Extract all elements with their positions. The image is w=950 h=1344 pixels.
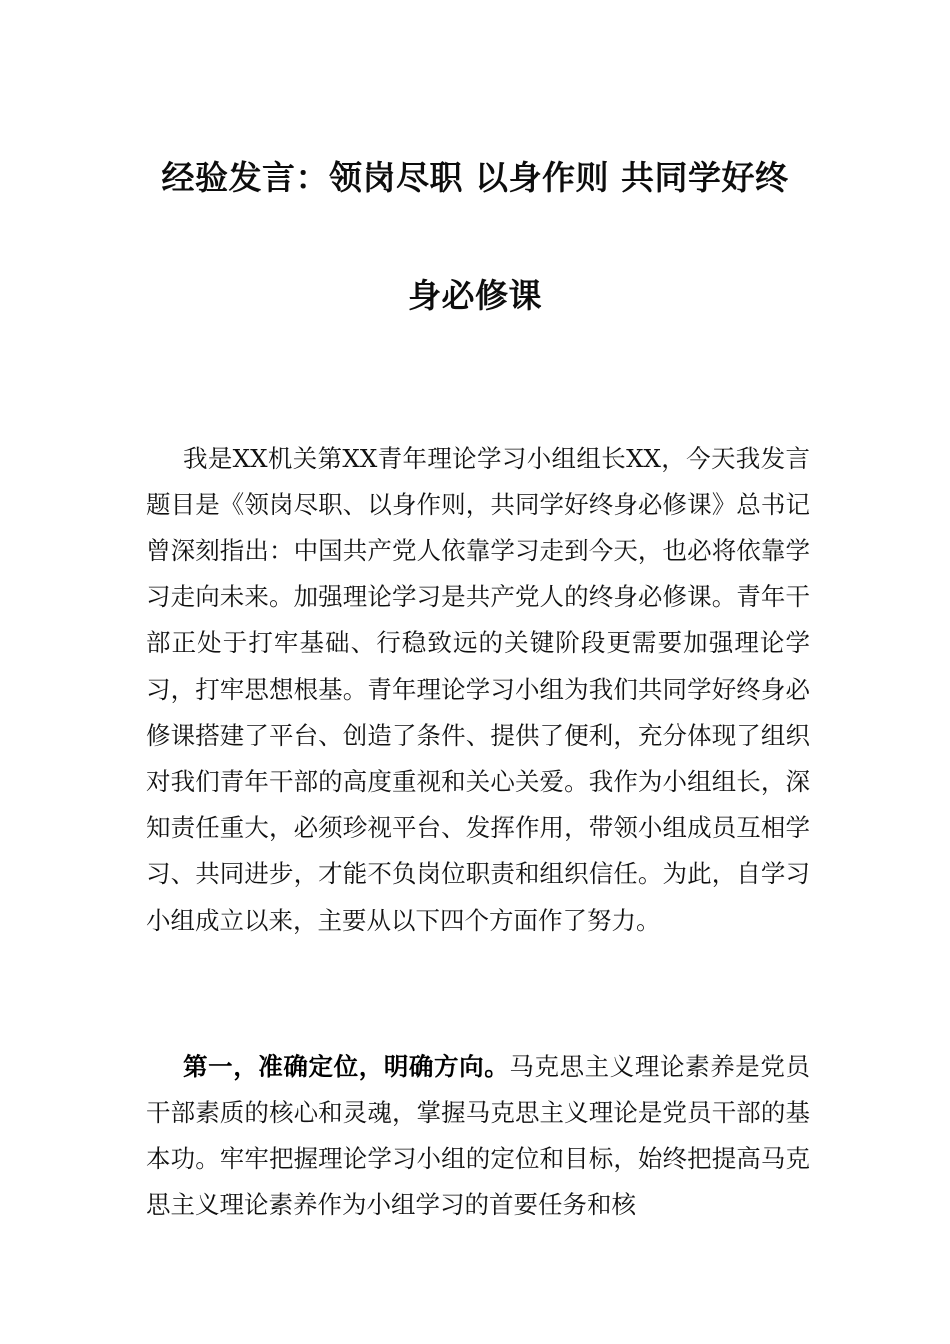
document-title-line-1: 经验发言：领岗尽职 以身作则 共同学好终 <box>161 158 789 197</box>
body-paragraph-first-point <box>146 1044 810 1229</box>
first-point-heading: 第一，准确定位，明确方向。 <box>183 1051 510 1081</box>
document-title-line-2: 身必修课 <box>408 276 542 315</box>
body-paragraph-intro: 我是XX机关第XX青年理论学习小组组长XX，今天我发言题目是《领岗尽职、以身作则，共同学好终身必修课》总书记曾深刻指出：中国共产党人依靠学习走到今天，也必将依靠学习走向未来。加强理论学习是共产党人的终身必修课。青年干部正处于打牢基础、行稳致远的关键阶段更需要加强理论学习，打牢思想根基。青年理论学习小组为我们共同学好终身必修课搭建了平台、创造了条件、提供了便利，充分体现了组织对我们青年干部的高度重视和关心关爱。我作为小组组长，深知责任重大，必须珍视平台、发挥作用，带领小组成员互相学习、共同进步，才能不负岗位职责和组织信任。为此，自学习小组成立以来，主要从以下四个方面作了努力。 <box>146 443 810 935</box>
first-point-body: 马克思主义理论素养是党员干部素质的核心和灵魂，掌握马克思主义理论是党员干部的基本功。牢牢把握理论学习小组的定位和目标，始终把提高马克思主义理论素养作为小组学习的首要任务和核 <box>146 1051 811 1220</box>
